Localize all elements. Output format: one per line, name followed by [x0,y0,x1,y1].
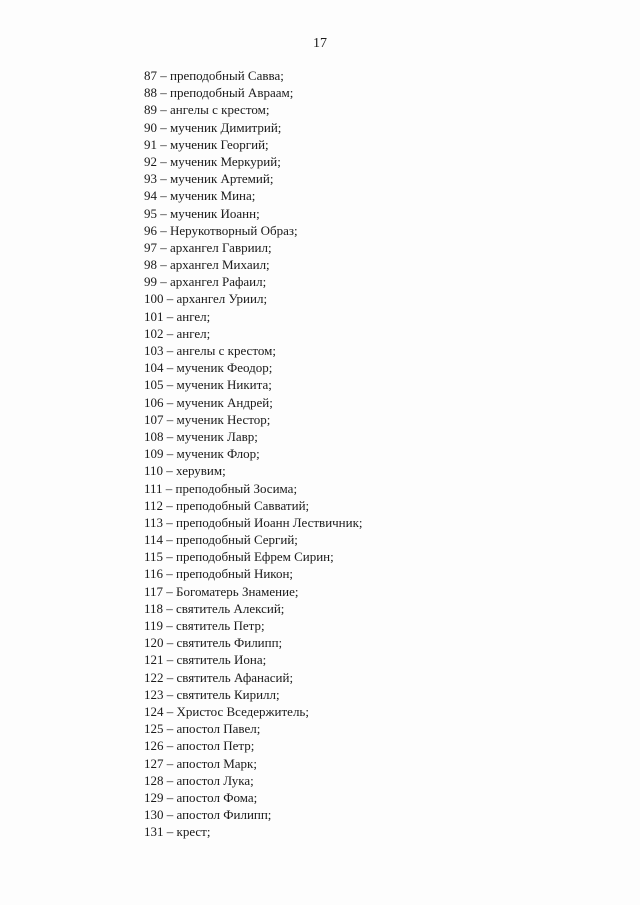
list-item: 88 – преподобный Авраам; [144,85,294,101]
list-item: 129 – апостол Фома; [144,789,258,805]
list-item: 131 – крест; [144,824,211,840]
list-item: 101 – ангел; [144,308,211,324]
list-item: 122 – святитель Афанасий; [144,669,294,685]
list-item: 105 – мученик Никита; [144,377,272,393]
list-item: 118 – святитель Алексий; [144,600,285,616]
list-item: 87 – преподобный Савва; [144,68,284,83]
list-item: 106 – мученик Андрей; [144,394,273,410]
list-item: 98 – архангел Михаил; [144,257,270,273]
page-number: 17 [313,36,327,51]
list-item: 128 – апостол Лука; [144,772,254,788]
list-item: 93 – мученик Артемий; [144,171,274,187]
list-item: 90 – мученик Димитрий; [144,119,282,135]
list-item: 114 – преподобный Сергий; [144,532,298,548]
list-item: 95 – мученик Иоанн; [144,205,260,221]
list-item: 121 – святитель Иона; [144,652,267,668]
list-item: 127 – апостол Марк; [144,755,257,771]
list-item: 109 – мученик Флор; [144,446,260,462]
list-item: 112 – преподобный Савватий; [144,497,310,513]
list-item: 123 – святитель Кирилл; [144,686,280,702]
numbered-list [144,67,363,840]
list-item: 116 – преподобный Никон; [144,566,294,582]
list-item: 92 – мученик Меркурий; [144,153,281,169]
list-item: 124 – Христос Вседержитель; [144,703,309,719]
list-item: 115 – преподобный Ефрем Сирин; [144,549,334,565]
list-item: 120 – святитель Филипп; [144,635,283,651]
list-item: 103 – ангелы с крестом; [144,343,276,358]
list-item: 89 – ангелы с крестом; [144,102,270,118]
list-item: 104 – мученик Феодор; [144,360,273,376]
list-item: 117 – Богоматерь Знамение; [144,583,299,599]
list-item: 94 – мученик Мина; [144,188,256,204]
list-item: 110 – херувим; [144,463,226,479]
list-item: 102 – ангел; [144,325,211,341]
list-item: 111 – преподобный Зосима; [144,480,298,496]
list-item: 100 – архангел Уриил; [144,291,268,307]
list-item: 96 – Нерукотворный Образ; [144,222,298,238]
list-item: 125 – апостол Павел; [144,721,261,737]
list-item: 130 – апостол Филипп; [144,807,272,823]
list-item: 113 – преподобный Иоанн Лествичник; [144,514,363,530]
list-item: 107 – мученик Нестор; [144,411,271,427]
list-item: 97 – архангел Гавриил; [144,239,272,255]
list-item: 126 – апостол Петр; [144,738,255,754]
list-item: 119 – святитель Петр; [144,618,265,633]
list-item: 91 – мученик Георгий; [144,136,269,152]
list-item: 99 – архангел Рафаил; [144,274,267,290]
list-item: 108 – мученик Лавр; [144,428,258,444]
